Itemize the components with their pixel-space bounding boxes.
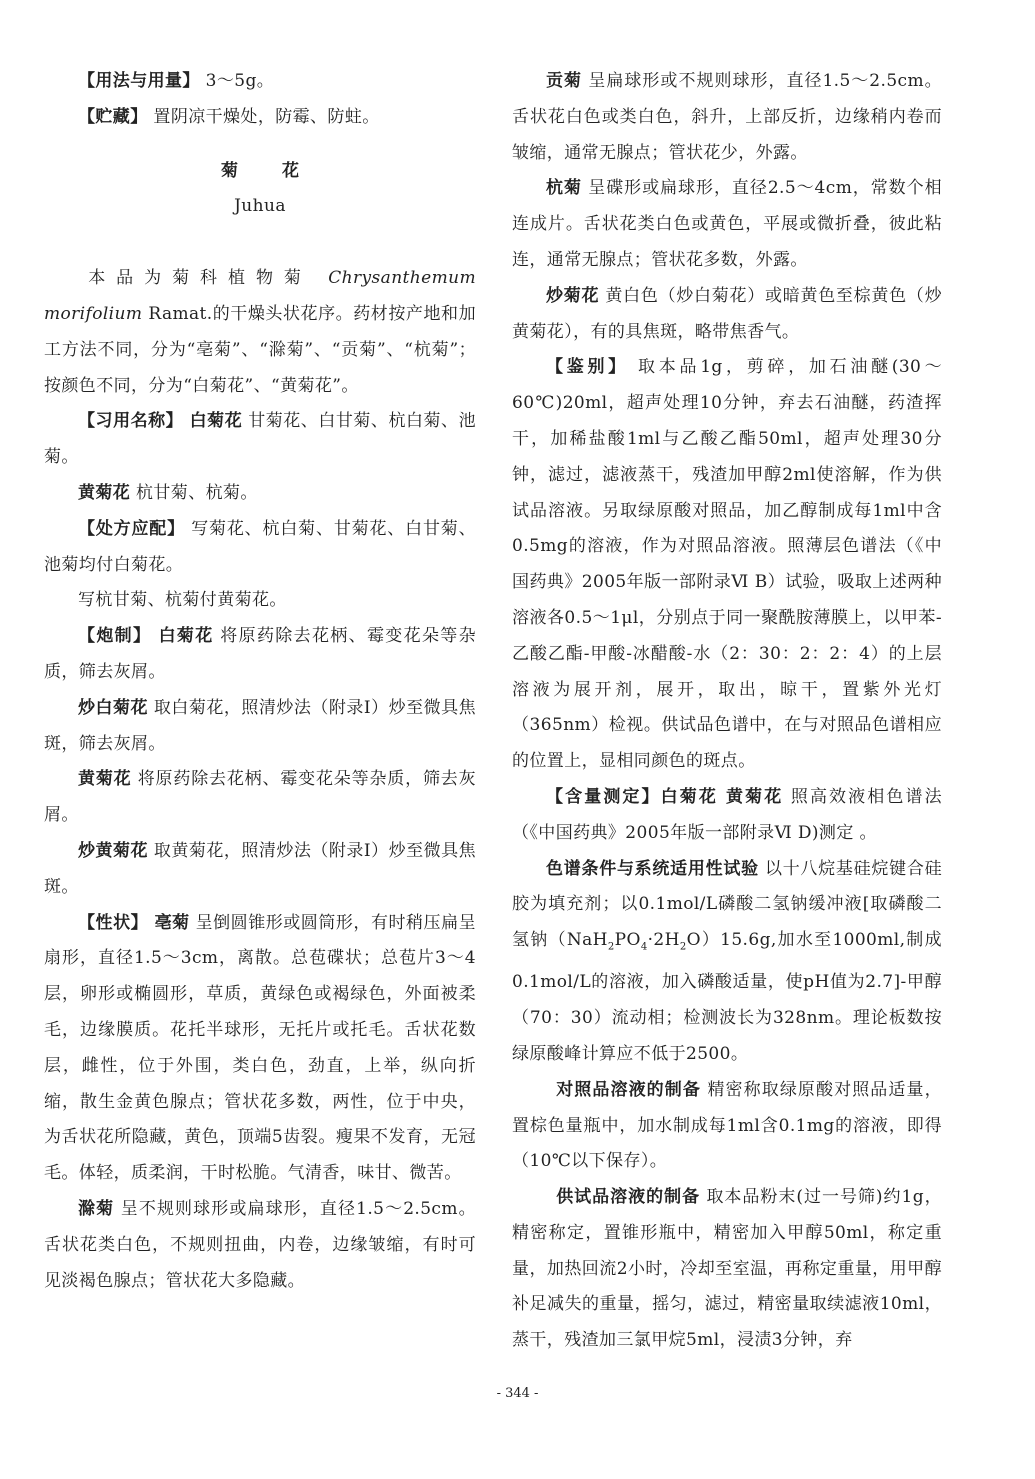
prescription-text: 写菊花、杭白菊、甘菊花、白甘菊、池菊均付白菊花。 xyxy=(44,518,477,575)
chromatography-text-b: PO xyxy=(614,930,641,951)
identification-label: 【鉴别】 xyxy=(546,357,629,378)
fried-white-label: 炒白菊花 xyxy=(78,697,148,718)
processing-sub: 白菊花 xyxy=(151,626,214,647)
characters-label: 【性状】 xyxy=(78,912,149,933)
usage-label: 【用法与用量】 xyxy=(78,71,200,91)
assay-paragraph xyxy=(512,780,942,852)
storage-label: 【贮藏】 xyxy=(78,106,148,127)
chuju-text: 呈不规则球形或扁球形，直径1.5～2.5cm。舌状花类白色，不规则扭曲，内卷，边缘皱缩，有时可见淡褐色腺点；管状花大多隐藏。 xyxy=(44,1198,476,1291)
chuju-label: 滁菊 xyxy=(78,1198,115,1219)
storage-paragraph xyxy=(44,100,476,136)
fried-chrysanthemum-label: 炒菊花 xyxy=(546,285,600,306)
gongju-text: 呈扁球形或不规则球形，直径1.5～2.5cm。舌状花白色或类白色，斜升，上部反折，边缘稍内卷而皱缩，通常无腺点；管状花少，外露。 xyxy=(512,71,942,163)
page-number: - 344 - xyxy=(496,1386,539,1401)
yellow-names-label: 黄菊花 xyxy=(78,482,131,503)
yellow-names-paragraph xyxy=(44,476,476,512)
entry-title xyxy=(44,154,476,190)
identification-paragraph xyxy=(512,350,942,780)
usage-paragraph xyxy=(44,64,476,100)
chromatography-text-a: 以十八烷基硅烷键合硅胶为填充剂；以0.1mol/L磷酸二氢钠缓冲液[取磷酸二氢钠（NaH xyxy=(512,858,942,951)
fried-yellow-text: 取黄菊花，照清炒法（附录Ⅰ）炒至微具焦斑。 xyxy=(44,840,476,897)
assay-label: 【含量测定】白菊花 黄菊花 xyxy=(546,786,784,807)
processing-text: 将原药除去花柄、霉变花朵等杂质，筛去灰屑。 xyxy=(44,626,476,682)
title-char-2: 花 xyxy=(282,160,299,181)
yellow-processing-label: 黄菊花 xyxy=(78,769,132,790)
processing-label: 【炮制】 xyxy=(78,626,152,647)
characters-text: 呈倒圆锥形或圆筒形，有时稍压扁呈扇形，直径1.5～3cm，离散。总苞碟状；总苞片3～4层，卵形或椭圆形，草质，黄绿色或褐绿色，外面被柔毛，边缘膜质。花托半球形，无托片或托毛。舌状花数层，雌性，位于外围，类白色，劲直，上举，纵向折缩，散生金黄色腺点；管状花多数，两性，位于中央，为舌状花所隐藏，黄色，顶端5齿裂。瘦果不发育，无冠毛。体轻，质柔润，干时松脆。气清香，味甘、微苦。 xyxy=(44,912,477,1184)
entry-pinyin: Juhua xyxy=(234,196,286,217)
intro-text-b: Ramat.的干燥头状花序。药材按产地和加工方法不同，分为“亳菊”、“滁菊”、“贡菊”、“杭菊”；按颜色不同，分为“白菊花”、“黄菊花”。 xyxy=(44,303,476,396)
chromatography-text-d: O）15.6g,加水至1000ml,制成0.1mol/L的溶液，加入磷酸适量，使pH值为2.7]-甲醇（70：30）流动相；检测波长为328nm。理论板数按绿原酸峰计算应不低于2500。 xyxy=(512,930,942,1064)
subscript-2: 2 xyxy=(607,941,615,953)
fried-yellow-paragraph xyxy=(44,834,476,906)
fried-chrysanthemum-paragraph xyxy=(512,279,942,351)
left-column xyxy=(44,64,476,1299)
yellow-names-text: 杭甘菊、杭菊。 xyxy=(130,482,258,503)
gongju-paragraph xyxy=(512,64,942,171)
common-names-text: 甘菊花、白甘菊、杭白菊、池菊。 xyxy=(44,411,476,468)
chromatography-label: 色谱条件与系统适用性试验 xyxy=(546,858,759,879)
reference-solution-label: 对照品溶液的制备 xyxy=(556,1079,701,1100)
reference-solution-text: 精密称取绿原酸对照品适量，置棕色量瓶中，加水制成每1ml含0.1mg的溶液，即得（10℃以下保存）。 xyxy=(512,1079,942,1172)
intro-text-a: 本品为菊科植物菊 xyxy=(88,268,329,289)
prescription-paragraph-2: 写杭甘菊、杭菊付黄菊花。 xyxy=(78,590,287,611)
prescription-label: 【处方应配】 xyxy=(78,518,185,539)
common-names-label: 【习用名称】 xyxy=(78,411,184,432)
processing-paragraph xyxy=(44,619,476,691)
test-solution-label: 供试品溶液的制备 xyxy=(556,1187,701,1208)
test-solution-text: 取本品粉末(过一号筛)约1g，精密称定，置锥形瓶中，精密加入甲醇50ml，称定重量，加热回流2小时，冷却至室温，再称定重量，用甲醇补足减失的重量，摇匀，滤过，精密量取续滤液10ml，蒸干，残渣加三氯甲烷5ml，浸渍3分钟，弃 xyxy=(512,1187,942,1351)
test-solution-paragraph xyxy=(512,1180,942,1359)
right-column xyxy=(512,64,942,1359)
chuju-paragraph xyxy=(44,1192,476,1299)
subscript-4: 4 xyxy=(640,941,648,953)
fried-yellow-label: 炒黄菊花 xyxy=(78,840,148,861)
prescription-paragraph xyxy=(44,512,476,584)
common-names-paragraph xyxy=(44,404,476,476)
common-names-sub: 白菊花 xyxy=(183,411,243,432)
intro-latin-name: Chrysanthemum morifolium xyxy=(44,268,476,324)
identification-text: 取本品1g，剪碎，加石油醚(30～60℃)20ml，超声处理10分钟，弃去石油醚，药渣挥干，加稀盐酸1ml与乙酸乙酯50ml，超声处理30分钟，滤过，滤液蒸干，残渣加甲醇2ml使溶解，作为供试品溶液。另取绿原酸对照品，加乙醇制成每1ml中含0.5mg的溶液，作为对照品溶液。照薄层色谱法（《中国药典》2005年版一部附录Ⅵ B）试验，吸取上述两种溶液各0.5～1μl，分别点于同一聚酰胺薄膜上，以甲苯-乙酸乙酯-甲酸-冰醋酸-水（2：30：2：2：4）的上层溶液为展开剂，展开，取出，晾干，置紫外光灯（365nm）检视。供试品色谱中，在与对照品色谱相应的位置上，显相同颜色的斑点。 xyxy=(512,357,942,772)
chromatography-paragraph xyxy=(512,852,942,1073)
chromatography-text-c: ·2H xyxy=(647,930,680,951)
assay-text: 照高效液相色谱法（《中国药典》2005年版一部附录Ⅵ D)测定 。 xyxy=(512,786,942,843)
fried-chrysanthemum-text: 黄白色（炒白菊花）或暗黄色至棕黄色（炒黄菊花），有的具焦斑，略带焦香气。 xyxy=(512,285,943,342)
yellow-processing-text: 将原药除去花柄、霉变花朵等杂质，筛去灰屑。 xyxy=(44,769,476,826)
yellow-processing-paragraph xyxy=(44,762,476,834)
characters-sub: 亳菊 xyxy=(148,912,190,933)
hangju-label: 杭菊 xyxy=(546,178,582,199)
usage-text: 3～5g。 xyxy=(199,71,275,91)
storage-text: 置阴凉干燥处，防霉、防蛀。 xyxy=(147,106,380,127)
hangju-text: 呈碟形或扁球形，直径2.5～4cm，常数个相连成片。舌状花类白色或黄色，平展或微折叠，彼此粘连，通常无腺点；管状花多数，外露。 xyxy=(512,178,942,270)
intro-paragraph xyxy=(44,261,476,404)
gongju-label: 贡菊 xyxy=(546,71,583,91)
reference-solution-paragraph xyxy=(512,1073,942,1180)
fried-white-paragraph xyxy=(44,691,476,763)
hangju-paragraph xyxy=(512,171,942,278)
fried-white-text: 取白菊花，照清炒法（附录Ⅰ）炒至微具焦斑，筛去灰屑。 xyxy=(44,697,476,754)
characters-paragraph xyxy=(44,906,476,1192)
subscript-2b: 2 xyxy=(679,941,687,953)
title-char-1: 菊 xyxy=(221,160,238,181)
